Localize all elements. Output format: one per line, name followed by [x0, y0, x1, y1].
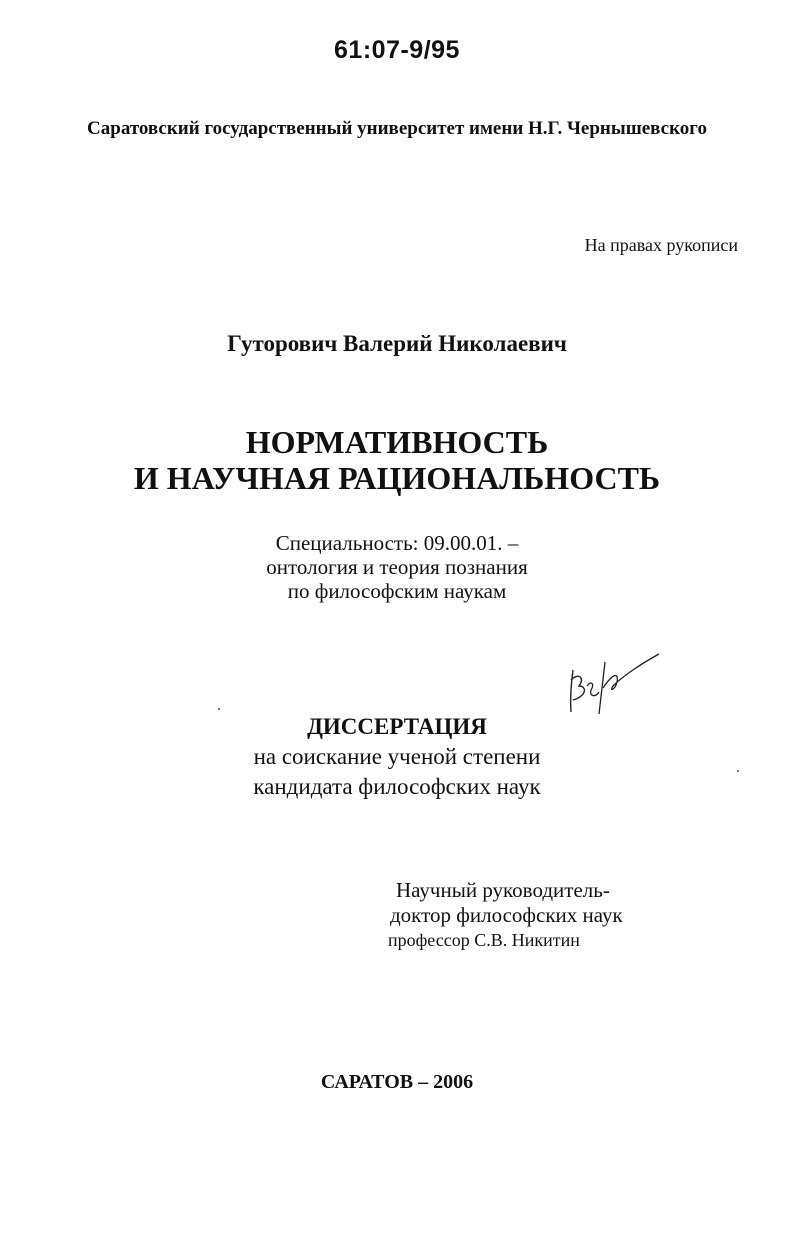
supervisor-line-1: Научный руководитель- — [396, 878, 610, 902]
scan-speck — [737, 770, 739, 772]
specialty-block — [0, 531, 794, 603]
dissertation-line-3: кандидата философских наук — [253, 774, 541, 799]
supervisor-line-3: профессор С.В. Никитин — [388, 930, 580, 950]
title-line-1: НОРМАТИВНОСТЬ — [245, 424, 549, 460]
supervisor-line-2: доктор философских наук — [390, 903, 623, 927]
university-name: Саратовский государственный университет имени Н.Г. Чернышевского — [87, 118, 707, 139]
dissertation-heading: ДИССЕРТАЦИЯ — [307, 714, 487, 739]
supervisor-block — [390, 878, 623, 953]
author-name: Гуторович Валерий Николаевич — [227, 331, 567, 356]
specialty-line-3: по философским наукам — [287, 579, 507, 603]
specialty-line-1: Специальность: 09.00.01. – — [275, 531, 519, 555]
specialty-line-2: онтология и теория познания — [266, 555, 528, 579]
dissertation-line-2: на соискание ученой степени — [253, 744, 541, 769]
dissertation-title — [0, 424, 794, 496]
title-line-2: И НАУЧНАЯ РАЦИОНАЛЬНОСТЬ — [133, 460, 661, 496]
scan-speck — [218, 708, 220, 710]
city-year: САРАТОВ – 2006 — [320, 1071, 474, 1093]
dissertation-block — [0, 712, 794, 802]
catalog-number: 61:07-9/95 — [334, 36, 460, 64]
manuscript-note: На правах рукописи — [584, 235, 738, 255]
handwritten-signature — [565, 640, 665, 720]
